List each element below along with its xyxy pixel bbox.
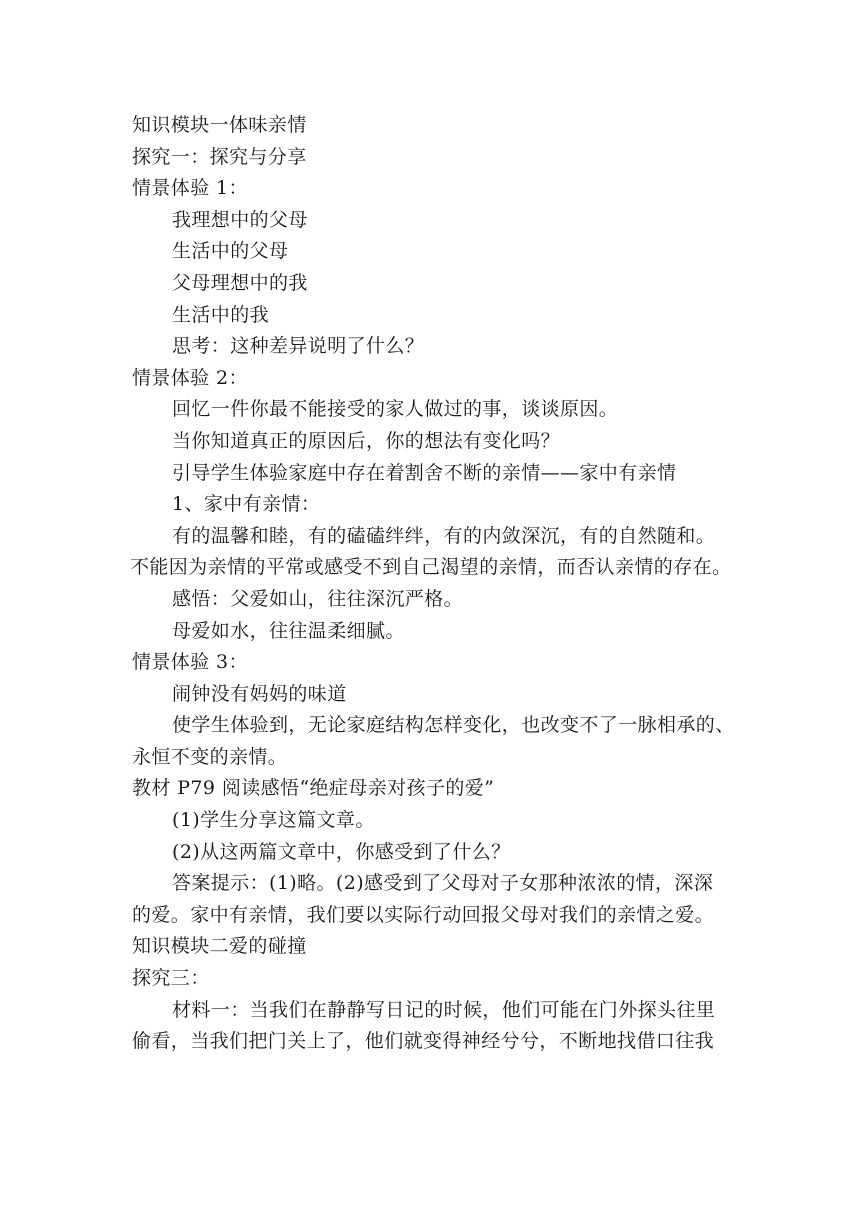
text-line: 生活中的父母 bbox=[172, 240, 289, 263]
answer-line: 的爱。家中有亲情，我们要以实际行动回报父母对我们的亲情之爱。 bbox=[132, 903, 715, 926]
text-line: 不能因为亲情的平常或感受不到自己渴望的亲情，而否认亲情的存在。 bbox=[130, 556, 732, 579]
section-heading: 知识模块一体味亲情 bbox=[132, 114, 307, 136]
material-line: 偷看，当我们把门关上了，他们就变得神经兮兮，不断地找借口往我 bbox=[132, 1030, 715, 1053]
subsection-heading: 探究一：探究与分享 bbox=[132, 145, 307, 168]
question-line: 思考：这种差异说明了什么？ bbox=[172, 335, 425, 358]
text-line: 永恒不变的亲情。 bbox=[132, 745, 288, 768]
reading-reference: 教材 P79 阅读感悟“绝症母亲对孩子的爱” bbox=[132, 777, 495, 800]
answer-line: 答案提示：(1)略。(2)感受到了父母对子女那种浓浓的情，深深 bbox=[172, 872, 714, 895]
text-line: 使学生体验到，无论家庭结构怎样变化，也改变不了一脉相承的、 bbox=[172, 714, 735, 737]
text-line: 引导学生体验家庭中存在着割舍不断的亲情——家中有亲情 bbox=[172, 461, 677, 484]
scenario-heading: 情景体验 1： bbox=[132, 177, 248, 200]
section-heading: 知识模块二爱的碰撞 bbox=[132, 935, 307, 958]
text-line: 闹钟没有妈妈的味道 bbox=[172, 682, 347, 705]
material-line: 材料一：当我们在静静写日记的时候，他们可能在门外探头往里 bbox=[172, 998, 716, 1021]
text-line: 父母理想中的我 bbox=[172, 271, 308, 294]
list-item: (1)学生分享这篇文章。 bbox=[172, 809, 375, 832]
text-line: 感悟：父爱如山，往往深沉严格。 bbox=[172, 587, 464, 610]
list-item: (2)从这两篇文章中，你感受到了什么？ bbox=[172, 840, 511, 863]
scenario-heading: 情景体验 3： bbox=[132, 651, 248, 674]
list-heading: 1、家中有亲情： bbox=[172, 493, 321, 516]
text-line: 有的温馨和睦，有的磕磕绊绊，有的内敛深沉，有的自然随和。 bbox=[172, 524, 716, 547]
document-body bbox=[132, 110, 742, 1058]
text-line: 我理想中的父母 bbox=[172, 208, 308, 231]
text-line: 生活中的我 bbox=[172, 303, 270, 326]
subsection-heading: 探究三： bbox=[132, 967, 210, 990]
text-line: 回忆一件你最不能接受的家人做过的事，谈谈原因。 bbox=[172, 398, 619, 421]
scenario-heading: 情景体验 2： bbox=[132, 366, 248, 389]
text-line: 当你知道真正的原因后，你的想法有变化吗？ bbox=[172, 429, 561, 452]
text-line: 母爱如水，往往温柔细腻。 bbox=[172, 619, 405, 642]
